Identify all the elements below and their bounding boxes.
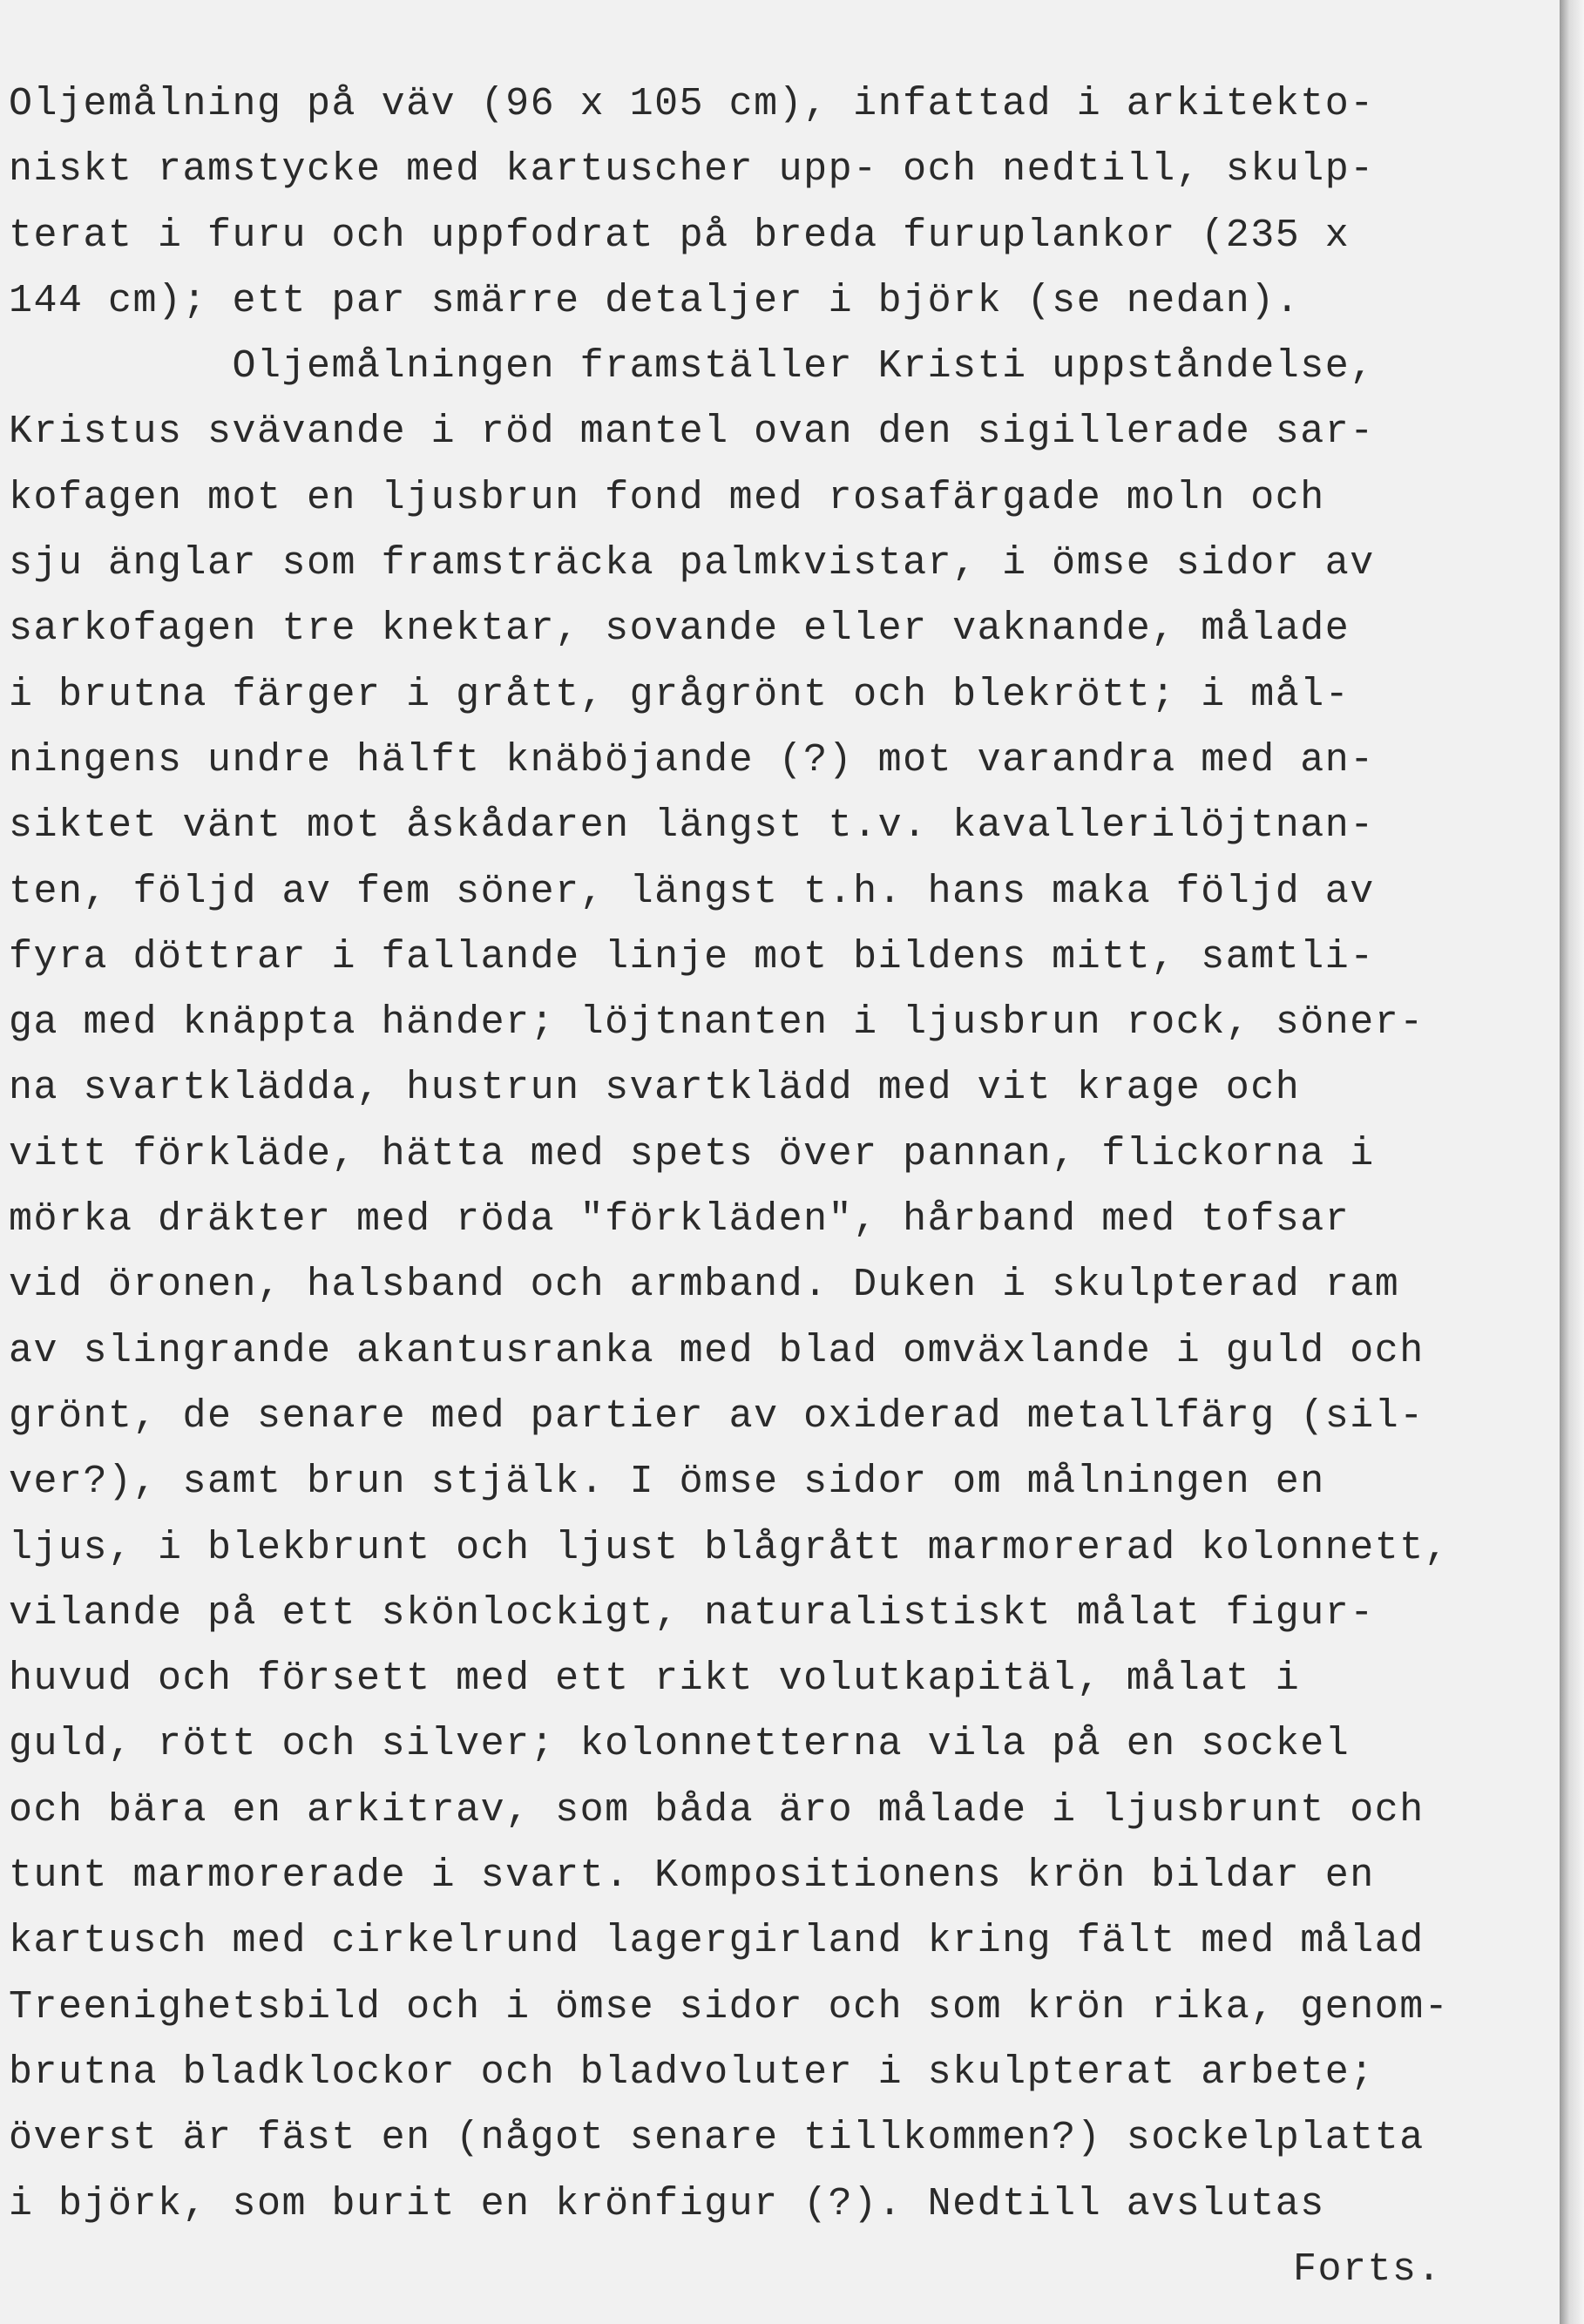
text-line: guld, rött och silver; kolonnetterna vila på en sockel — [9, 1722, 1350, 1767]
text-line: av slingrande akantusranka med blad omväxlande i guld och — [9, 1328, 1425, 1373]
continued-note: Forts. — [1293, 2246, 1443, 2292]
text-line: 144 cm); ett par smärre detaljer i björk (se nedan). — [9, 278, 1301, 323]
text-line: i björk, som burit en krönfigur (?). Nedtill avslutas — [9, 2181, 1325, 2226]
text-line: ga med knäppta händer; löjtnanten i ljusbrun rock, söner- — [9, 1000, 1425, 1046]
text-line: överst är fäst en (något senare tillkommen?) sockelplatta — [9, 2116, 1425, 2161]
text-line: sju änglar som framsträcka palmkvistar, i ömse sidor av — [9, 541, 1375, 586]
text-line: Treenighetsbild och i ömse sidor och som krön rika, genom- — [9, 1984, 1450, 2029]
text-line: terat i furu och uppfodrat på breda furuplankor (235 x — [9, 213, 1350, 258]
text-line: kartusch med cirkelrund lagergirland kring fält med målad — [9, 1919, 1425, 1964]
text-line: i brutna färger i grått, grågrönt och blekrött; i mål- — [9, 672, 1350, 717]
text-line: vitt förkläde, hätta med spets över pannan, flickorna i — [9, 1131, 1375, 1176]
text-line: sarkofagen tre knektar, sovande eller vaknande, målade — [9, 606, 1350, 652]
text-line: huvud och försett med ett rikt volutkapitäl, målat i — [9, 1657, 1301, 1702]
text-line: ten, följd av fem söner, längst t.h. hans maka följd av — [9, 869, 1375, 914]
text-line: Oljemålningen framställer Kristi uppståndelse, — [9, 344, 1375, 390]
text-line: grönt, de senare med partier av oxiderad metallfärg (sil- — [9, 1393, 1425, 1439]
text-line: ningens undre hälft knäböjande (?) mot varandra med an- — [9, 737, 1375, 783]
text-line: brutna bladklockor och bladvoluter i skulpterat arbete; — [9, 2050, 1375, 2095]
text-line: och bära en arkitrav, som båda äro målade i ljusbrunt och — [9, 1787, 1425, 1833]
text-line: Kristus svävande i röd mantel ovan den sigillerade sar- — [9, 410, 1375, 455]
text-line: niskt ramstycke med kartuscher upp- och nedtill, skulp- — [9, 147, 1375, 193]
text-line: Oljemålning på väv (96 x 105 cm), infattad i arkitekto- — [9, 82, 1375, 126]
text-line: kofagen mot en ljusbrun fond med rosafärgade moln och — [9, 475, 1325, 520]
text-line: ver?), samt brun stjälk. I ömse sidor om målningen en — [9, 1460, 1325, 1505]
text-line: mörka dräkter med röda "förkläden", hårband med tofsar — [9, 1197, 1350, 1243]
text-line: na svartklädda, hustrun svartklädd med vit krage och — [9, 1066, 1301, 1111]
page-edge — [1560, 0, 1584, 2324]
text-line: ljus, i blekbrunt och ljust blågrått marmorerad kolonnett, — [9, 1525, 1450, 1570]
text-line: vilande på ett skönlockigt, naturalistiskt målat figur- — [9, 1590, 1375, 1636]
text-line: siktet vänt mot åskådaren längst t.v. kavallerilöjtnan- — [9, 803, 1375, 849]
text-line: fyra döttrar i fallande linje mot bildens mitt, samtli- — [9, 934, 1375, 979]
body-text — [9, 71, 1551, 2302]
text-line: tunt marmorerade i svart. Kompositionens krön bildar en — [9, 1853, 1375, 1899]
text-line: vid öronen, halsband och armband. Duken i skulpterad ram — [9, 1263, 1400, 1308]
